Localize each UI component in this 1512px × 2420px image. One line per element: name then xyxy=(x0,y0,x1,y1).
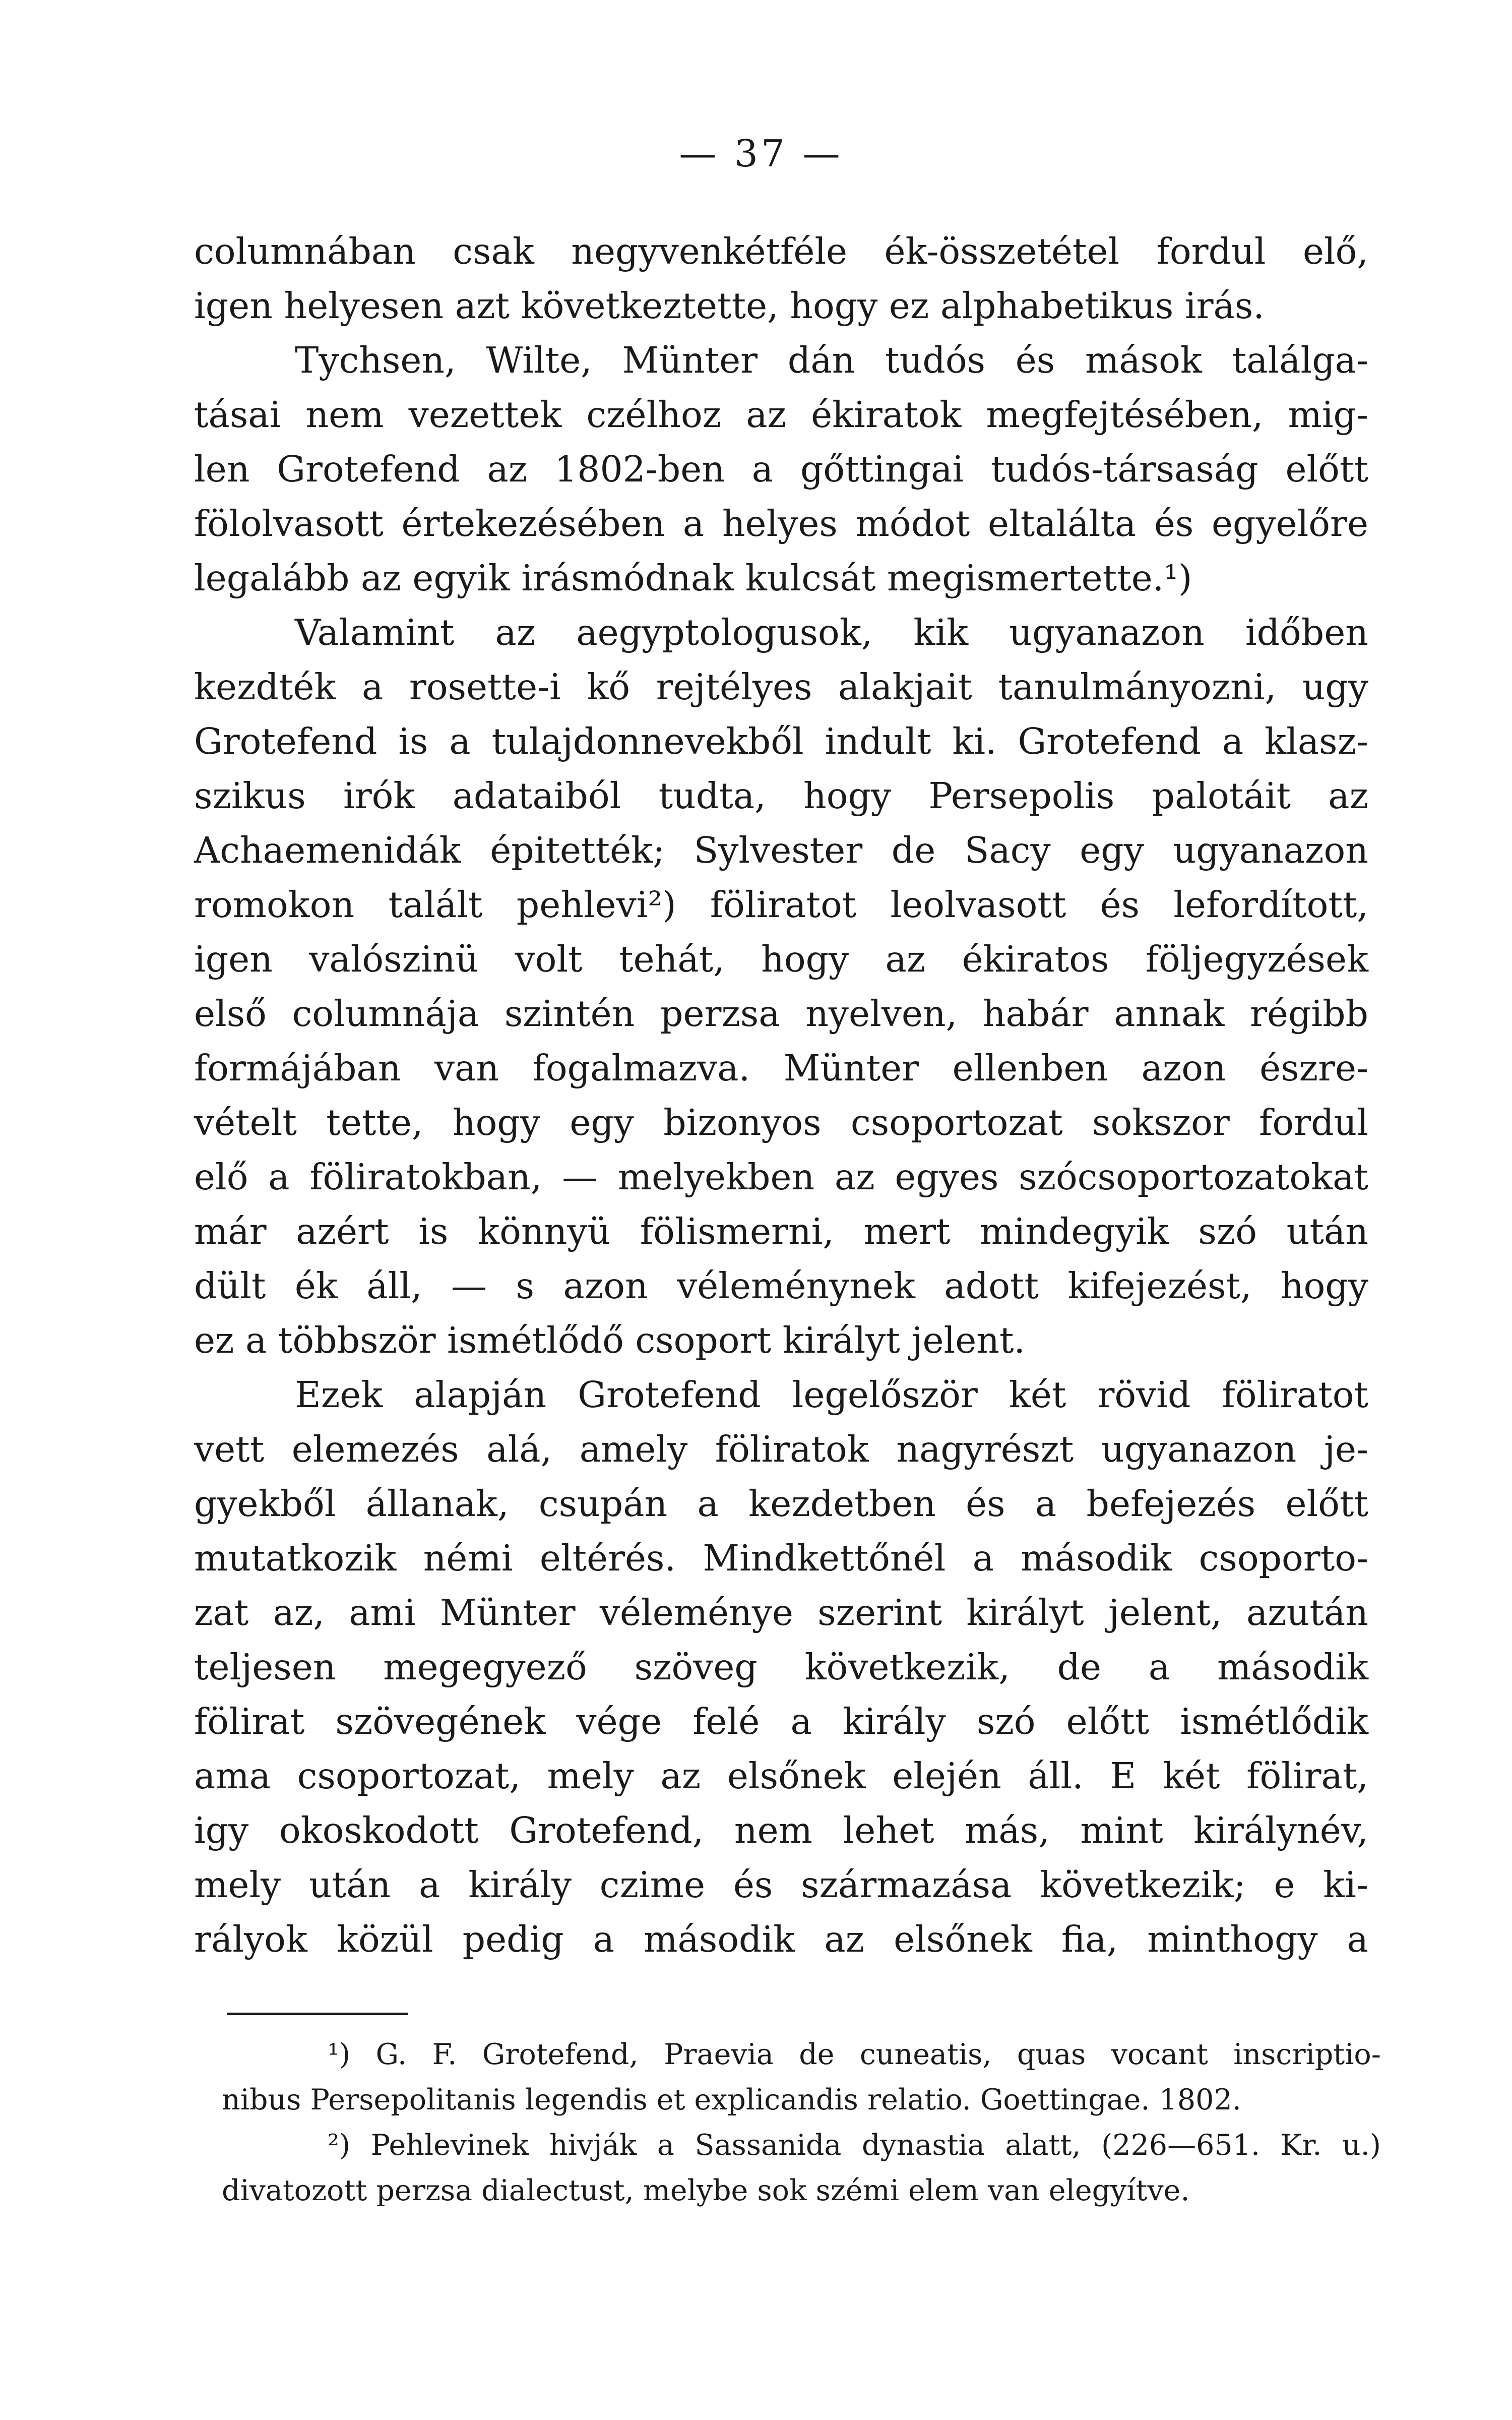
footnote-divider xyxy=(227,2013,408,2015)
text-line: igy okoskodott Grotefend, nem lehet más, mint királynév, xyxy=(194,1809,1368,1851)
text-line: vett elemezés alá, amely föliratok nagyrészt ugyanazon je- xyxy=(194,1428,1368,1470)
text-line: Valamint az aegyptologusok, kik ugyanazon időben xyxy=(295,612,1368,653)
text-line: mutatkozik némi eltérés. Mindkettőnél a második csoporto- xyxy=(194,1537,1368,1579)
text-line: igen helyesen azt következtette, hogy ez alphabetikus irás. xyxy=(194,285,1265,327)
text-line: vételt tette, hogy egy bizonyos csoportozat sokszor fordul xyxy=(194,1102,1368,1143)
text-line: dült ék áll, — s azon véleménynek adott kifejezést, hogy xyxy=(194,1265,1368,1307)
page-number: — 37 — xyxy=(679,132,843,175)
text-line: legalább az egyik irásmódnak kulcsát megismertette.¹) xyxy=(194,557,1192,599)
text-line: szikus irók adataiból tudta, hogy Persepolis palotáit az xyxy=(194,775,1368,817)
main-text xyxy=(194,224,1368,1967)
text-line: ama csoportozat, mely az elsőnek elején áll. E két fölirat, xyxy=(194,1755,1368,1797)
text-line: formájában van fogalmazva. Münter ellenben azon észre- xyxy=(194,1047,1368,1089)
text-line: rályok közül pedig a második az elsőnek fia, minthogy a xyxy=(194,1918,1368,1960)
text-line: mely után a király czime és származása következik; e ki- xyxy=(194,1864,1368,1906)
text-line: ez a többször ismétlődő csoport királyt jelent. xyxy=(194,1319,1026,1361)
text-line: Ezek alapján Grotefend legelőször két rövid föliratot xyxy=(295,1374,1368,1416)
text-line: tásai nem vezettek czélhoz az ékiratok megfejtésében, mig- xyxy=(194,394,1368,436)
text-line: teljesen megegyező szöveg következik, de a második xyxy=(194,1646,1368,1688)
text-line: gyekből állanak, csupán a kezdetben és a befejezés előtt xyxy=(194,1483,1368,1525)
text-line: igen valószinü volt tehát, hogy az ékiratos följegyzések xyxy=(194,938,1368,980)
text-line: romokon talált pehlevi²) föliratot leolvasott és lefordított, xyxy=(194,884,1368,926)
text-line: Tychsen, Wilte, Münter dán tudós és mások találga- xyxy=(295,339,1368,381)
text-line: zat az, ami Münter véleménye szerint királyt jelent, azután xyxy=(194,1592,1368,1634)
text-line: Achaemenidák épitették; Sylvester de Sacy egy ugyanazon xyxy=(194,829,1368,871)
footnote-line: ¹) G. F. Grotefend, Praevia de cuneatis, quas vocant inscriptio- xyxy=(328,2038,1381,2071)
footnote-line: ²) Pehlevinek hivják a Sassanida dynastia alatt, (226—651. Kr. u.) xyxy=(328,2129,1381,2162)
footnote-line: nibus Persepolitanis legendis et explicandis relatio. Goettingae. 1802. xyxy=(222,2083,1241,2116)
text-line: columnában csak negyvenkétféle ék-összetétel fordul elő, xyxy=(194,230,1368,272)
text-line: Grotefend is a tulajdonnevekből indult ki. Grotefend a klasz- xyxy=(194,720,1368,762)
text-line: elő a föliratokban, — melyekben az egyes szócsoportozatokat xyxy=(194,1156,1368,1198)
text-line: len Grotefend az 1802-ben a gőttingai tudós-társaság előtt xyxy=(194,448,1368,490)
text-line: kezdték a rosette-i kő rejtélyes alakjait tanulmányozni, ugy xyxy=(194,666,1368,708)
text-line: már azért is könnyü fölismerni, mert mindegyik szó után xyxy=(194,1211,1368,1252)
footnote-line: divatozott perzsa dialectust, melybe sok szémi elem van elegyítve. xyxy=(222,2174,1190,2207)
text-line: fölirat szövegének vége felé a király szó előtt ismétlődik xyxy=(194,1701,1368,1742)
text-line: első columnája szintén perzsa nyelven, habár annak régibb xyxy=(194,993,1368,1035)
footnotes xyxy=(222,2032,1381,2213)
text-line: fölolvasott értekezésében a helyes módot eltalálta és egyelőre xyxy=(194,503,1368,544)
